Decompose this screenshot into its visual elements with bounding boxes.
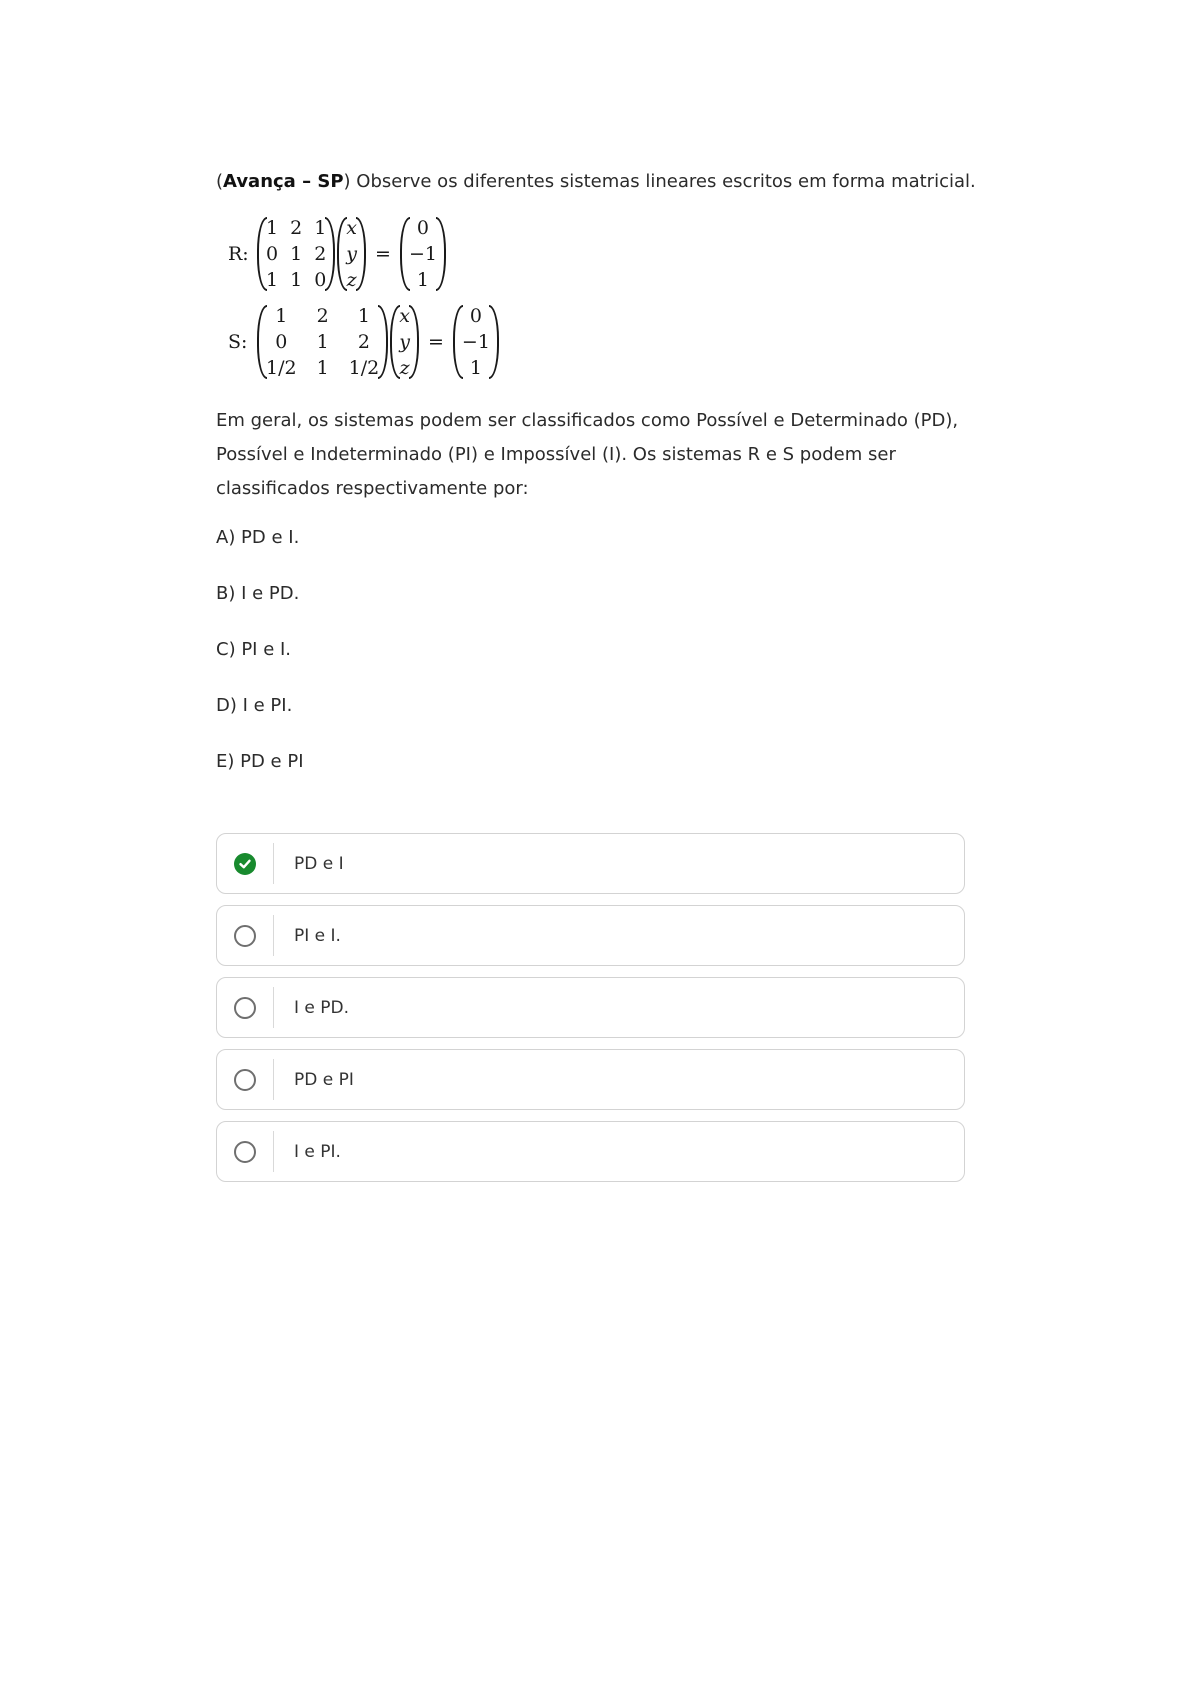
system-label: S: — [228, 331, 248, 353]
radio-area[interactable] — [217, 1059, 274, 1100]
matrix-cell: 0 — [314, 269, 327, 291]
system-s — [228, 300, 976, 384]
question-paragraph: Em geral, os sistemas podem ser classificados como Possível e Determinado (PD), Possível e Indeterminado (PI) e Impossível (I). Os sistemas R e S podem ser classificados respectivamente por: — [216, 410, 959, 499]
option-text: C) PI e I. — [216, 639, 292, 660]
matrix-cell: 1/2 — [266, 357, 297, 379]
question-source: Avança – SP — [223, 171, 344, 192]
question-intro-text: Observe os diferentes sistemas lineares escritos em forma matricial. — [350, 171, 976, 192]
option-text: D) I e PI. — [216, 695, 293, 716]
option-text: B) I e PD. — [216, 583, 300, 604]
answer-choice-selected[interactable] — [216, 833, 965, 894]
radio-area[interactable] — [217, 1131, 274, 1172]
answer-label: PI e I. — [294, 925, 341, 946]
variable-cell: y — [346, 243, 358, 265]
answer-choice[interactable] — [216, 905, 965, 966]
answer-choices — [216, 833, 965, 1193]
rhs-cell: −1 — [408, 243, 437, 265]
rhs-vector — [400, 215, 446, 293]
variable-vector — [337, 215, 366, 293]
system-r — [228, 212, 976, 296]
matrix-cell: 2 — [357, 331, 370, 353]
matrix-cell: 1 — [275, 305, 288, 327]
radio-area[interactable] — [217, 843, 274, 884]
variable-cell: y — [399, 331, 410, 353]
answer-choice[interactable] — [216, 977, 965, 1038]
rhs-cell: 1 — [416, 269, 429, 291]
matrix-cell: 1 — [314, 217, 327, 239]
equals-sign: = — [375, 243, 391, 265]
source-open-paren: ( — [216, 171, 224, 192]
coefficient-matrix — [257, 303, 388, 381]
option-list — [216, 526, 976, 806]
variable-cell: x — [399, 305, 410, 327]
matrix-cell: 0 — [275, 331, 288, 353]
matrix-cell: 1/2 — [348, 357, 380, 379]
rhs-vector — [453, 303, 499, 381]
matrix-cell: 0 — [266, 243, 279, 265]
radio-empty-icon[interactable] — [234, 1141, 256, 1163]
answer-choice[interactable] — [216, 1121, 965, 1182]
matrix-cell: 1 — [357, 305, 370, 327]
option-text: E) PD e PI — [216, 751, 304, 772]
answer-label: I e PI. — [294, 1141, 341, 1162]
matrix-cell: 1 — [316, 357, 329, 379]
rhs-cell: 1 — [469, 357, 482, 379]
check-circle-icon[interactable] — [234, 853, 256, 875]
rhs-cell: 0 — [469, 305, 482, 327]
question-content — [216, 170, 976, 806]
variable-cell: z — [346, 269, 357, 291]
answer-choice[interactable] — [216, 1049, 965, 1110]
answer-label: PD e PI — [294, 1069, 354, 1090]
variable-cell: z — [399, 357, 410, 379]
checkmark-icon — [238, 857, 252, 871]
coefficient-matrix — [257, 215, 335, 293]
matrix-cell: 1 — [266, 217, 279, 239]
answer-label: I e PD. — [294, 997, 350, 1018]
matrix-systems — [216, 212, 976, 384]
source-close-paren: ) — [343, 171, 351, 192]
matrix-cell: 1 — [290, 269, 303, 291]
system-label: R: — [228, 243, 249, 265]
rhs-cell: 0 — [416, 217, 429, 239]
variable-vector — [390, 303, 419, 381]
radio-empty-icon[interactable] — [234, 925, 256, 947]
equals-sign: = — [427, 331, 444, 353]
matrix-cell: 2 — [290, 217, 303, 239]
radio-area[interactable] — [217, 987, 274, 1028]
option-text: A) PD e I. — [216, 527, 300, 548]
matrix-cell: 1 — [290, 243, 303, 265]
matrix-cell: 1 — [316, 331, 329, 353]
matrix-cell: 1 — [266, 269, 279, 291]
question-intro — [216, 170, 976, 194]
answer-label: PD e I — [294, 853, 344, 874]
matrix-cell: 2 — [316, 305, 329, 327]
variable-cell: x — [346, 217, 357, 239]
matrix-cell: 2 — [314, 243, 327, 265]
radio-area[interactable] — [217, 915, 274, 956]
rhs-cell: −1 — [461, 331, 490, 353]
radio-empty-icon[interactable] — [234, 1069, 256, 1091]
radio-empty-icon[interactable] — [234, 997, 256, 1019]
